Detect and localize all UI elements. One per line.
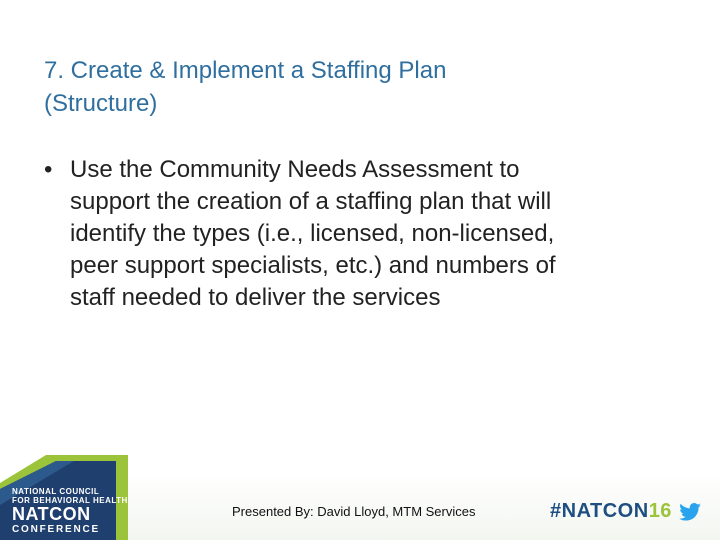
logo-line-national-council: NATIONAL COUNCIL — [12, 487, 100, 496]
twitter-bird-icon — [679, 503, 701, 521]
slide-title-line-2: (Structure) — [44, 90, 158, 117]
slide-title-line-1: 7. Create & Implement a Staffing Plan — [44, 57, 447, 84]
bullet-line-2: support the creation of a staffing plan that will — [70, 188, 552, 215]
hashtag-prefix: #NATCON — [550, 500, 649, 522]
bullet-marker: • — [44, 156, 53, 183]
logo-line-behavioral-health: FOR BEHAVIORAL HEALTH — [12, 496, 128, 505]
bullet-line-3: identify the types (i.e., licensed, non-licensed, — [70, 220, 555, 247]
logo-line-conference: CONFERENCE — [12, 524, 101, 535]
bullet-item — [44, 154, 694, 314]
bullet-line-4: peer support specialists, etc.) and numbers of — [70, 252, 556, 279]
logo-line-natcon: NATCON — [12, 504, 91, 524]
event-hashtag — [550, 500, 672, 523]
slide-title — [44, 54, 684, 120]
bullet-line-5: staff needed to deliver the services — [70, 284, 441, 311]
bullet-list — [44, 154, 694, 314]
bullet-line-1: Use the Community Needs Assessment to — [70, 156, 520, 183]
hashtag-number: 16 — [648, 500, 672, 522]
presenter-credit: Presented By: David Lloyd, MTM Services — [232, 504, 476, 519]
